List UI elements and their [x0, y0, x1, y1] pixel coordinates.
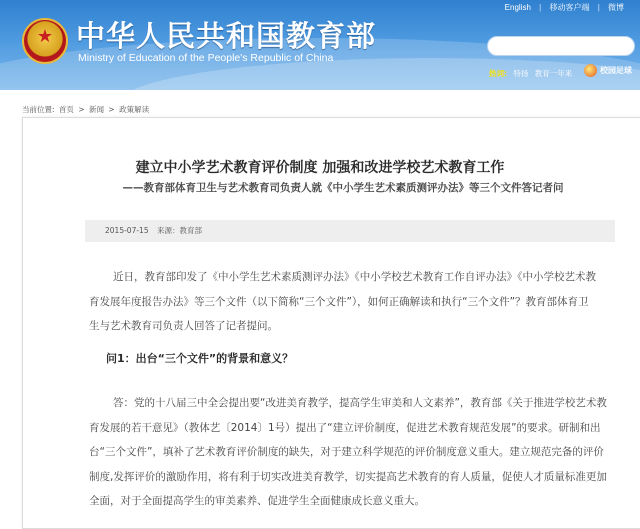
- site-title[interactable]: 中华人民共和国教育部: [76, 19, 377, 53]
- mobile-client-link[interactable]: 移动客户端: [549, 3, 590, 12]
- breadcrumb-home[interactable]: 首页: [58, 105, 74, 114]
- site-header: [0, 0, 640, 90]
- hot-words: [489, 68, 576, 79]
- paragraph-line: 台“三个文件”，填补了艺术教育评价制度的缺失，对于建立科学规范的评价制度意义重大。建立规范完备的评价: [89, 446, 604, 458]
- campus-football-link[interactable]: [584, 64, 632, 77]
- national-emblem-icon[interactable]: [22, 18, 68, 64]
- football-icon: [584, 64, 597, 77]
- paragraph-line: 制度,发挥评价的激励作用，将有利于切实改进美育教学，切实提高艺术教育的育人质量，促使人才质量标准更加: [89, 470, 607, 483]
- campus-football-label: 校园足球: [600, 66, 632, 75]
- star-icon: ★: [36, 26, 54, 47]
- article-paragraph: [89, 391, 619, 514]
- article-source: 来源：教育部: [156, 226, 202, 235]
- article-meta: [85, 220, 615, 242]
- separator: |: [539, 3, 542, 12]
- paragraph-line: 育发展的若干意见》（教体艺〔2014〕1号）提出了“建立评价制度，促进艺术教育规范发展”的要求。研制和出: [89, 421, 601, 434]
- english-link[interactable]: English: [504, 3, 531, 12]
- paragraph-line: 答：党的十八届三中全会提出要“改进美育教学，提高学生审美和人文素养”，教育部《关于推进学校艺术教: [113, 397, 607, 409]
- article-paragraph: [89, 265, 619, 339]
- breadcrumb-separator: >: [78, 105, 85, 114]
- question-heading: 问1：出台“三个文件”的背景和意义？: [106, 352, 294, 365]
- paragraph-line: 育发展年度报告办法》等三个文件（以下简称“三个文件”），如何正确解读和执行“三个文件”？教育部体育卫: [89, 295, 589, 308]
- breadcrumb-prefix: 当前位置:: [22, 105, 55, 114]
- paragraph-line: 生与艺术教育司负责人回答了记者提问。: [89, 320, 278, 332]
- article-date: 2015-07-15: [105, 226, 149, 235]
- site-subtitle: Ministry of Education of the People's Republic of China: [78, 52, 334, 64]
- paragraph-line: 近日，教育部印发了《中小学生艺术素质测评办法》《中小学校艺术教育工作自评办法》《中小学校艺术教: [113, 271, 596, 283]
- separator: |: [597, 3, 600, 12]
- hot-word-link[interactable]: 特扬: [513, 69, 529, 78]
- breadcrumb-policy[interactable]: 政策解读: [119, 105, 150, 114]
- hot-word-link[interactable]: 教育一年来: [534, 69, 573, 78]
- article-title: 建立中小学艺术教育评价制度 加强和改进学校艺术教育工作: [135, 160, 505, 176]
- breadcrumb-news[interactable]: 新闻: [89, 105, 104, 114]
- hot-words-label: 热词:: [489, 69, 507, 78]
- article-subtitle: ——教育部体育卫生与艺术教育司负责人就《中小学生艺术素质测评办法》等三个文件答记者问: [122, 182, 564, 194]
- top-links: [501, 2, 628, 13]
- breadcrumb-separator: >: [108, 105, 115, 114]
- paragraph-line: 全面，对于全面提高学生的审美素养、促进学生全面健康成长意义重大。: [89, 495, 425, 507]
- breadcrumb: [22, 104, 151, 115]
- search-input[interactable]: [487, 36, 635, 56]
- weibo-link[interactable]: 微博: [608, 3, 624, 12]
